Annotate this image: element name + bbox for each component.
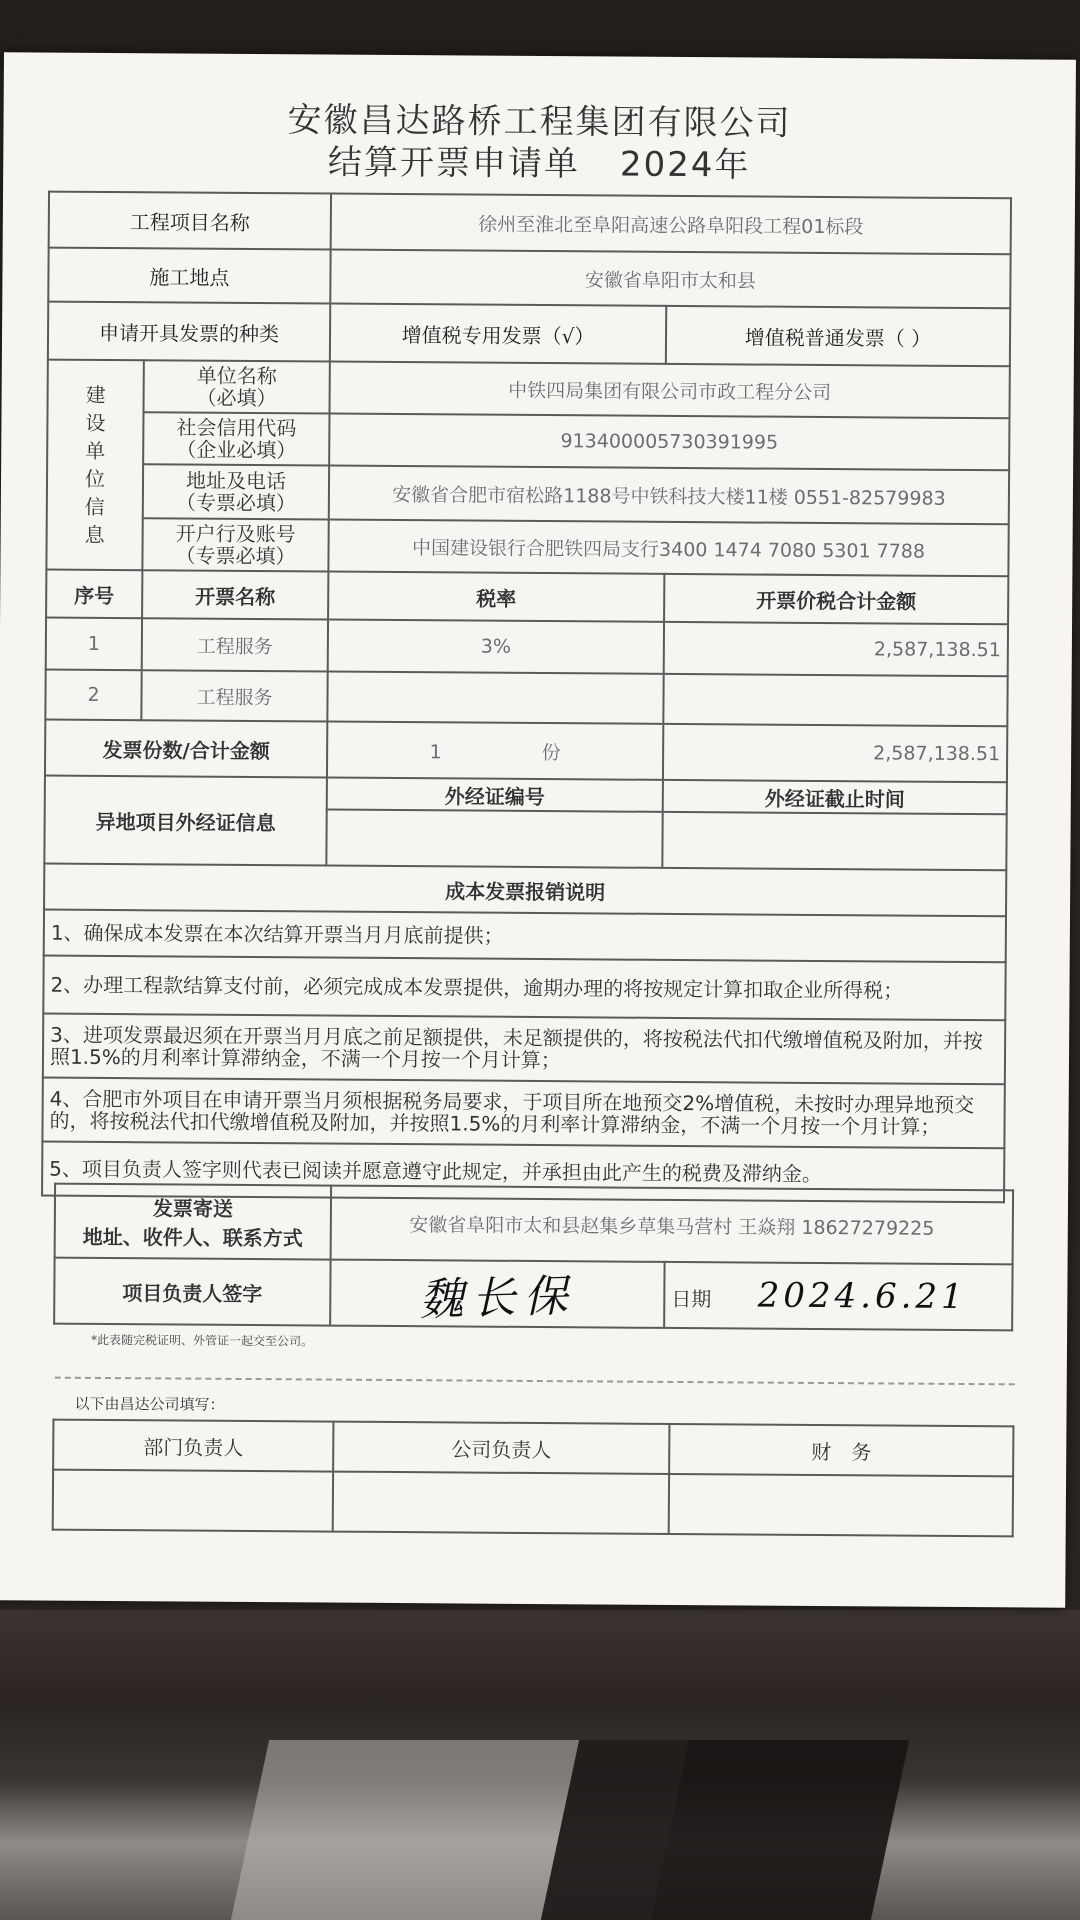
dept-head-sign <box>53 1470 333 1532</box>
builder-row-2 <box>47 464 1009 525</box>
item-amount: 2,587,138.51 <box>664 622 1008 676</box>
finance-sign <box>669 1474 1013 1536</box>
note-row <box>42 1078 1004 1149</box>
totals-unit: 份 <box>541 741 561 764</box>
item-seq: 1 <box>46 618 142 671</box>
application-form-paper <box>0 52 1076 1607</box>
mailing-value: 安徽省阜阳市太和县赵集乡草集马营村 王焱翔 18627279225 <box>331 1186 1014 1265</box>
builder-row-3 <box>46 518 1008 577</box>
form-title-text: 结算开票申请单 <box>327 142 581 185</box>
form-title <box>3 132 1075 188</box>
signature-cell <box>330 1260 664 1328</box>
builder-value-3: 中国建设银行合肥铁四局支行3400 1474 7080 5301 7788 <box>328 520 1008 577</box>
note-row <box>43 1014 1005 1085</box>
date-cell <box>664 1262 1012 1330</box>
dept-head-header: 部门负责人 <box>53 1420 333 1472</box>
external-header-row <box>45 776 1007 815</box>
items-header-rate: 税率 <box>328 572 664 622</box>
builder-label-3: 开户行及账号 （专票必填） <box>142 518 328 571</box>
footnote: *此表随完税证明、外管证一起交至公司。 <box>90 1332 314 1349</box>
builder-label-0: 单位名称 （必填） <box>144 360 330 413</box>
note-row <box>44 910 1006 963</box>
floor-dark-patch <box>541 1740 909 1920</box>
project-name-row <box>49 192 1011 255</box>
mailing-signature-table <box>53 1183 1014 1332</box>
external-label: 异地项目外经证信息 <box>44 776 327 866</box>
invoice-type-ordinary: 增值税普通发票（ ） <box>666 306 1010 366</box>
table-row <box>45 670 1007 727</box>
form-year: 2024年 <box>619 144 751 186</box>
external-deadline-value <box>662 812 1006 870</box>
mailing-label: 发票寄送 地址、收件人、联系方式 <box>55 1184 332 1260</box>
signature-row <box>54 1258 1012 1331</box>
company-sign-row <box>53 1470 1013 1537</box>
items-header-seq: 序号 <box>46 570 142 619</box>
main-form-table <box>41 191 1012 1204</box>
location-label: 施工地点 <box>48 248 330 304</box>
item-amount <box>663 674 1007 726</box>
item-rate: 3% <box>328 620 664 674</box>
invoice-type-special: 增值税专用发票（√） <box>330 304 666 364</box>
item-name: 工程服务 <box>141 670 327 721</box>
note-3: 3、进项发票最迟须在开票当月月底之前足额提供，未足额提供的，将按税法代扣代缴增值税及附加，并按照1.5%的月利率计算滞纳金，不满一个月按一个月计算； <box>43 1014 1005 1085</box>
external-col-no: 外经证编号 <box>327 778 663 812</box>
builder-row-1 <box>47 412 1009 471</box>
company-head-header: 公司负责人 <box>333 1422 669 1474</box>
items-header-name: 开票名称 <box>142 570 328 619</box>
date-label: 日期 <box>671 1286 712 1312</box>
note-1: 1、确保成本发票在本次结算开票当月月底前提供； <box>44 910 1006 963</box>
company-header-row <box>53 1420 1013 1477</box>
builder-label-1: 社会信用代码 （企业必填） <box>143 412 329 465</box>
note-5: 5、项目负责人签字则代表已阅读并愿意遵守此规定，并承担由此产生的税费及滞纳金。 <box>42 1142 1004 1203</box>
item-seq: 2 <box>45 670 141 721</box>
builder-label-2: 地址及电话 （专票必填） <box>143 464 329 519</box>
company-head-sign <box>333 1472 669 1534</box>
invoice-type-label: 申请开具发票的种类 <box>48 302 330 362</box>
builder-group-label: 建 设 单 位 信 息 <box>46 360 143 571</box>
location-value: 安徽省阜阳市太和县 <box>330 250 1010 309</box>
totals-row <box>45 720 1007 783</box>
note-4: 4、合肥市外项目在申请开票当月须根据税务局要求，于项目所在地预交2%增值税，未按时办理异地预交的，将按税法代扣代缴增值税及附加，并按照1.5%的月利率计算滞纳金，不满一个月按一个月计算； <box>42 1078 1004 1149</box>
builder-row-0 <box>48 360 1010 419</box>
note-row <box>43 956 1005 1021</box>
external-no-value <box>326 810 662 868</box>
mailing-row <box>55 1184 1013 1265</box>
note-2: 2、办理工程款结算支付前，必须完成成本发票提供，逾期办理的将按规定计算扣取企业所得税； <box>43 956 1005 1021</box>
project-name-label: 工程项目名称 <box>49 192 331 250</box>
notes-title-row <box>44 864 1006 917</box>
builder-value-1: 913400005730391995 <box>329 414 1009 471</box>
totals-count: 1 <box>429 740 442 763</box>
project-name-value: 徐州至淮北至阜阳高速公路阜阳段工程01标段 <box>331 194 1011 255</box>
item-rate <box>327 672 663 724</box>
location-row <box>48 248 1010 309</box>
company-approval-table <box>52 1419 1015 1538</box>
external-col-deadline: 外经证截止时间 <box>663 780 1007 814</box>
items-header-amount: 开票价税合计金额 <box>664 574 1008 624</box>
totals-count-cell <box>327 722 663 780</box>
totals-label: 发票份数/合计金额 <box>45 720 327 778</box>
company-section-intro: 以下由昌达公司填写： <box>74 1394 225 1414</box>
table-row <box>46 618 1008 677</box>
items-header-row <box>46 570 1008 625</box>
handwritten-date: 2024.6.21 <box>757 1275 967 1318</box>
builder-value-2: 安徽省合肥市宿松路1188号中铁科技大楼11楼 0551-82579983 <box>329 466 1009 525</box>
finance-header: 财 务 <box>669 1424 1013 1476</box>
builder-value-0: 中铁四局集团有限公司市政工程分公司 <box>329 362 1009 419</box>
dashed-divider <box>55 1377 1015 1386</box>
handwritten-signature: 魏长保 <box>418 1270 577 1326</box>
signature-label: 项目负责人签字 <box>54 1258 330 1326</box>
item-name: 工程服务 <box>142 618 328 671</box>
invoice-type-row <box>48 302 1010 367</box>
notes-title: 成本发票报销说明 <box>44 864 1006 917</box>
company-title: 安徽昌达路桥工程集团有限公司 <box>287 100 792 144</box>
totals-amount: 2,587,138.51 <box>663 724 1007 782</box>
